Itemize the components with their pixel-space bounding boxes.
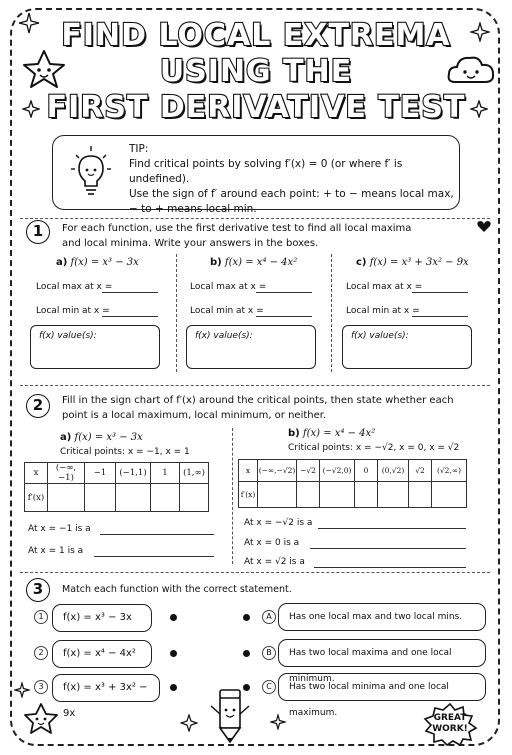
value-answer-box[interactable]	[186, 325, 316, 369]
function-expr: f(x) = x⁴ − 4x²	[302, 428, 376, 439]
column-divider	[331, 254, 332, 372]
match-left-number: 3	[34, 680, 48, 694]
tip-text	[129, 142, 459, 217]
sign-chart-a	[24, 462, 209, 512]
match-dot[interactable]	[170, 684, 177, 691]
match-right-text: Has one local max and two local mins.	[289, 612, 463, 622]
answer-line[interactable]	[100, 534, 214, 535]
answer-label: At x = √2 is a	[244, 557, 305, 567]
value-label: f(x) value(s):	[195, 331, 253, 341]
badge-line-1: GREAT	[433, 713, 467, 723]
divider	[20, 218, 490, 219]
sign-chart-header: (−∞,−√2)	[258, 460, 297, 482]
answer-line[interactable]	[318, 528, 466, 529]
sign-chart-header: 0	[355, 460, 378, 482]
section-3-instruction: Match each function with the correct statement.	[62, 584, 292, 595]
section-1-instruction-line-2: and local minima. Write your answers in the boxes.	[62, 237, 319, 249]
column-divider	[176, 254, 177, 372]
divider	[20, 385, 490, 386]
sign-chart-cell[interactable]	[355, 482, 378, 508]
sign-chart-header: x	[25, 463, 48, 484]
local-max-label: Local max at x =	[36, 282, 113, 292]
sparkle-icon	[180, 714, 198, 732]
sparkle-icon	[22, 100, 40, 118]
star-face-icon	[20, 48, 68, 90]
local-max-label: Local max at x =	[190, 282, 267, 292]
local-min-label: Local min at x =	[346, 306, 420, 316]
match-left-item[interactable]	[52, 640, 152, 668]
match-right-letter: C	[262, 680, 276, 694]
match-left-number: 1	[34, 610, 48, 624]
sign-chart-b	[238, 459, 467, 508]
match-dot[interactable]	[170, 614, 177, 621]
answer-line[interactable]	[310, 548, 466, 549]
title-line-1: FIND LOCAL EXTREMA	[61, 18, 451, 53]
function-letter: b)	[288, 428, 300, 439]
sparkle-icon	[470, 100, 488, 118]
sparkle-icon	[14, 682, 30, 698]
sign-chart-cell[interactable]	[116, 484, 151, 512]
tip-line-1: Find critical points by solving f′(x) = 0 (or where f′ is undefined).	[129, 158, 403, 185]
sign-chart-row-label: f′(x)	[25, 484, 48, 512]
value-answer-box[interactable]	[342, 325, 472, 369]
match-left-expr: f(x) = x³ + 3x² − 9x	[63, 682, 148, 719]
sign-chart-header: −√2	[297, 460, 320, 482]
function-b	[210, 257, 297, 268]
answer-line[interactable]	[94, 556, 214, 557]
sign-chart-header: (−√2,0)	[320, 460, 355, 482]
heart-icon	[477, 220, 491, 233]
match-dot[interactable]	[170, 650, 177, 657]
function-expr: f(x) = x³ − 3x	[74, 432, 143, 443]
title-line-2: USING THE	[159, 54, 353, 89]
local-max-answer-line[interactable]	[102, 292, 158, 293]
function-a	[56, 257, 139, 268]
match-left-expr: f(x) = x³ − 3x	[63, 612, 132, 623]
section-3-number: 3	[26, 578, 50, 602]
match-left-item[interactable]	[52, 674, 160, 719]
title-line-3: FIRST DERIVATIVE TEST	[46, 90, 466, 125]
sparkle-icon	[18, 12, 40, 34]
local-max-answer-line[interactable]	[256, 292, 312, 293]
sign-chart-cell[interactable]	[180, 484, 209, 512]
match-right-text: Has two local maxima and one local minimum.	[289, 648, 452, 684]
local-min-label: Local min at x =	[190, 306, 264, 316]
section-2-number: 2	[26, 394, 50, 418]
function-expr: f(x) = x⁴ − 4x²	[224, 257, 298, 268]
match-left-number: 2	[34, 646, 48, 660]
answer-label: At x = 0 is a	[244, 538, 300, 548]
value-answer-box[interactable]	[30, 325, 160, 369]
sign-chart-header: (−1,1)	[116, 463, 151, 484]
section-2-instruction-line-2: point is a local maximum, local minimum, or neither.	[62, 409, 327, 421]
sign-chart-cell[interactable]	[297, 482, 320, 508]
sign-chart-cell[interactable]	[409, 482, 432, 508]
answer-label: At x = −√2 is a	[244, 518, 313, 528]
function-letter: b)	[210, 257, 222, 268]
match-right-item[interactable]	[278, 639, 486, 684]
sign-chart-header: 1	[151, 463, 180, 484]
badge-line-2: WORK!	[432, 724, 468, 734]
match-right-text: Has two local minima and one local maximum.	[289, 682, 449, 718]
sign-chart-cell[interactable]	[85, 484, 116, 512]
sign-chart-header: −1	[85, 463, 116, 484]
sign-chart-cell[interactable]	[48, 484, 85, 512]
match-dot[interactable]	[243, 614, 250, 621]
sign-chart-cell[interactable]	[320, 482, 355, 508]
answer-label: At x = 1 is a	[28, 546, 84, 556]
function-letter: a)	[56, 257, 68, 268]
local-max-answer-line[interactable]	[412, 292, 468, 293]
match-dot[interactable]	[243, 650, 250, 657]
sign-chart-header: (−∞,−1)	[48, 463, 85, 484]
value-label: f(x) value(s):	[351, 331, 409, 341]
sign-chart-header: (√2,∞)	[432, 460, 467, 482]
function-c	[356, 257, 469, 268]
match-right-letter: A	[262, 610, 276, 624]
section-1-instruction	[62, 222, 411, 251]
critical-points-a: Critical points: x = −1, x = 1	[60, 447, 190, 457]
local-min-label: Local min at x =	[36, 306, 110, 316]
lightbulb-icon	[63, 144, 119, 200]
sign-chart-row-label: f′(x)	[239, 482, 258, 508]
sparkle-icon	[470, 22, 490, 42]
column-divider	[232, 428, 233, 564]
value-label: f(x) value(s):	[39, 331, 97, 341]
section-1-instruction-line-1: For each function, use the first derivative test to find all local maxima	[62, 223, 412, 234]
sign-chart-header: x	[239, 460, 258, 482]
sparkle-icon	[270, 714, 286, 730]
function-letter: a)	[60, 432, 72, 443]
tip-label: TIP:	[129, 143, 149, 155]
sign-chart-cell[interactable]	[258, 482, 297, 508]
section-1-number: 1	[26, 220, 50, 244]
sign-chart-cell[interactable]	[378, 482, 409, 508]
tip-box	[52, 135, 460, 215]
section-2-instruction	[62, 394, 454, 423]
sign-chart-cell[interactable]	[151, 484, 180, 512]
answer-line[interactable]	[314, 567, 466, 568]
sign-chart-cell[interactable]	[432, 482, 467, 508]
match-left-item[interactable]	[52, 604, 152, 632]
critical-points-b: Critical points: x = −√2, x = 0, x = √2	[288, 443, 460, 453]
tip-line-3: − to + means local min.	[129, 203, 257, 215]
match-right-item[interactable]	[278, 603, 486, 631]
local-min-answer-line[interactable]	[102, 316, 158, 317]
sign-chart-a-function	[60, 432, 143, 443]
section-2-instruction-line-1: Fill in the sign chart of f′(x) around the critical points, then state whether each	[62, 395, 454, 406]
sign-chart-header: √2	[409, 460, 432, 482]
cloud-face-icon	[445, 52, 497, 88]
tip-line-2: Use the sign of f′ around each point: + to − means local max,	[129, 188, 454, 200]
match-left-expr: f(x) = x⁴ − 4x²	[63, 648, 136, 659]
local-min-answer-line[interactable]	[412, 316, 468, 317]
match-right-letter: B	[262, 646, 276, 660]
pencil-character-icon	[205, 686, 255, 746]
sign-chart-header: (1,∞)	[180, 463, 209, 484]
function-letter: c)	[356, 257, 367, 268]
star-face-icon	[22, 702, 60, 736]
divider	[20, 572, 490, 573]
sign-chart-b-function	[288, 428, 375, 439]
great-work-text	[420, 713, 480, 735]
local-max-label: Local max at x =	[346, 282, 423, 292]
function-expr: f(x) = x³ + 3x² − 9x	[369, 257, 469, 268]
local-min-answer-line[interactable]	[256, 316, 312, 317]
function-expr: f(x) = x³ − 3x	[70, 257, 139, 268]
answer-label: At x = −1 is a	[28, 524, 91, 534]
sign-chart-header: (0,√2)	[378, 460, 409, 482]
